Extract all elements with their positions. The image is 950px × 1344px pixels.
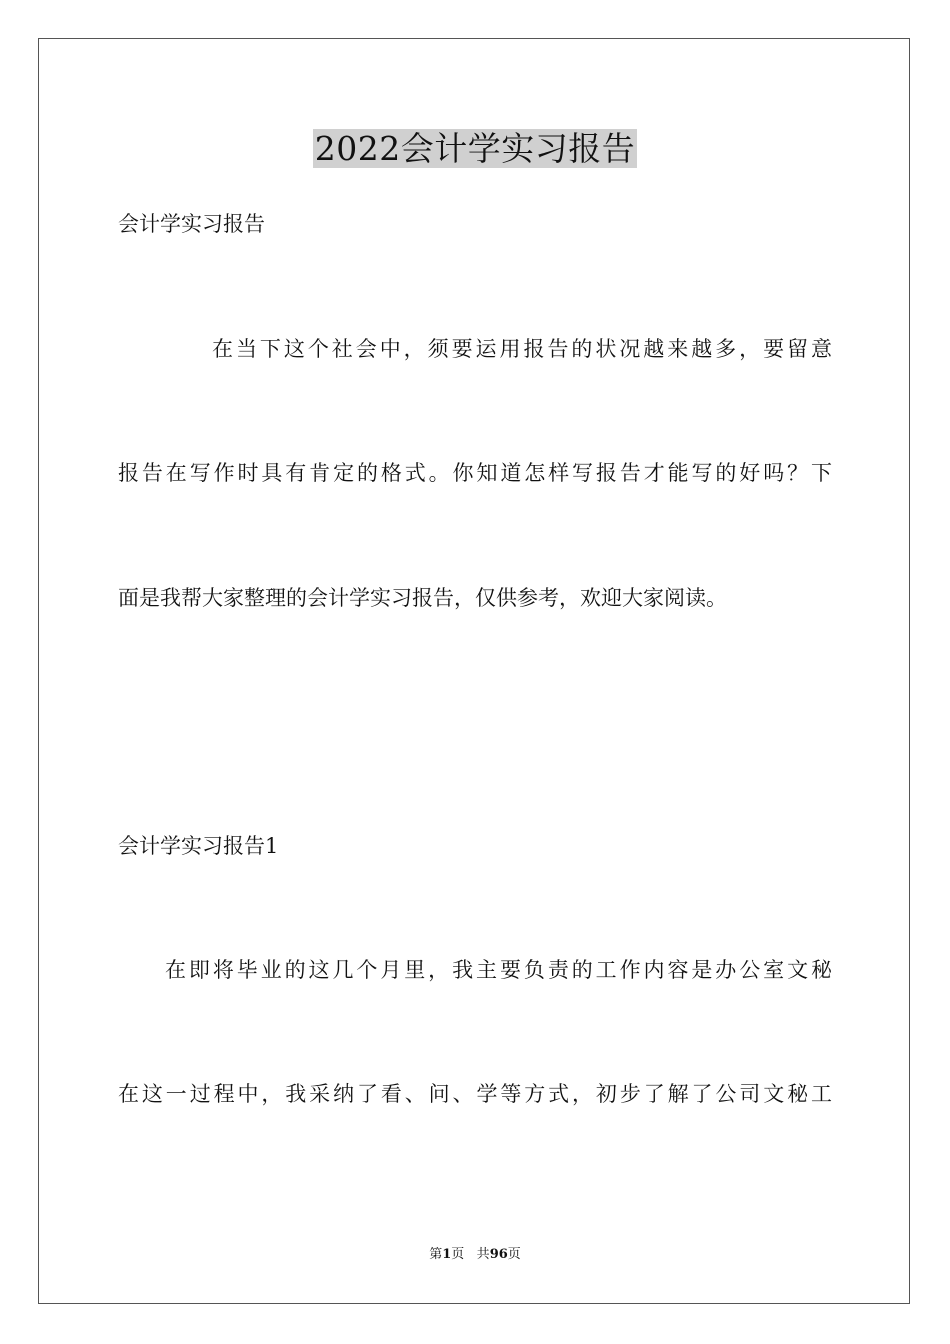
document-title-text: 2022会计学实习报告 [314, 129, 636, 168]
footer-total-suffix: 页 [507, 1247, 521, 1262]
footer-prefix: 第 [429, 1247, 443, 1262]
document-title [0, 128, 950, 170]
section-line-1: 在即将毕业的这几个月里，我主要负责的工作内容是办公室文秘 [165, 958, 832, 982]
footer-total-pages: 96 [489, 1247, 508, 1262]
document-subtitle: 会计学实习报告 [118, 212, 265, 236]
footer-page-word: 页 [451, 1247, 465, 1262]
section-heading: 会计学实习报告1 [118, 834, 279, 858]
intro-line-1: 在当下这个社会中，须要运用报告的状况越来越多，要留意 [212, 337, 832, 361]
footer-current-page: 1 [442, 1247, 452, 1262]
footer-total-prefix: 共 [476, 1247, 490, 1262]
intro-line-3: 面是我帮大家整理的会计学实习报告，仅供参考，欢迎大家阅读。 [118, 586, 727, 610]
page-footer [0, 1246, 950, 1264]
intro-line-2: 报告在写作时具有肯定的格式。你知道怎样写报告才能写的好吗？下 [118, 461, 832, 485]
section-line-2: 在这一过程中，我采纳了看、问、学等方式，初步了解了公司文秘工 [118, 1082, 832, 1106]
